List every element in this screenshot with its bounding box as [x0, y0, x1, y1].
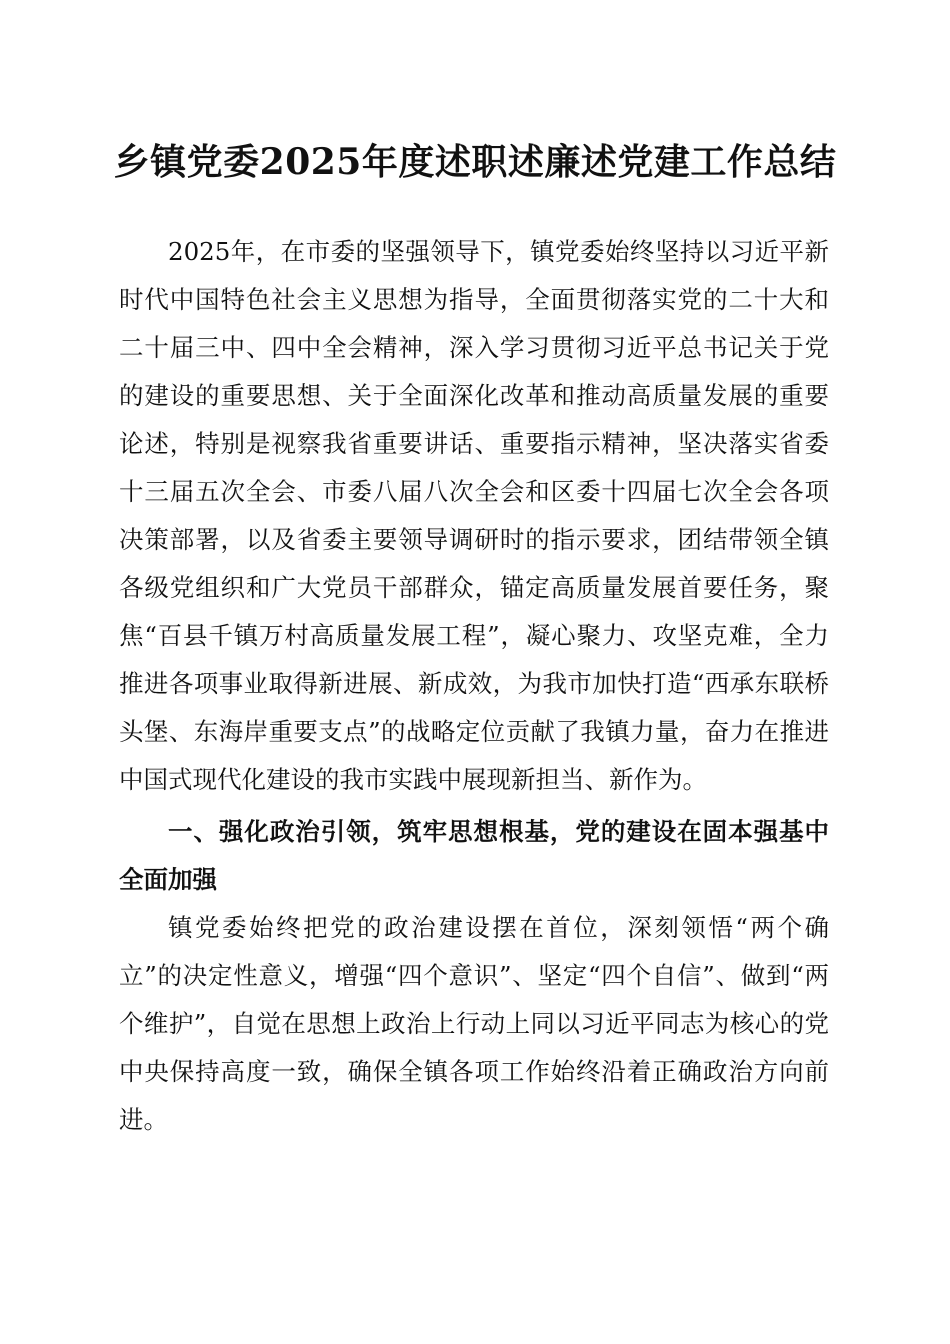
section-heading: 一、强化政治引领，筑牢思想根基，党的建设在固本强基中全面加强 [119, 817, 829, 894]
intro-paragraph: 2025年，在市委的坚强领导下，镇党委始终坚持以习近平新时代中国特色社会主义思想为指导，全面贯彻落实党的二十大和二十届三中、四中全会精神，深入学习贯彻习近平总书记关于党的建设的重要思想、关于全面深化改革和推动高质量发展的重要论述，特别是视察我省重要讲话、重要指示精神，坚决落实省委十三届五次全会、市委八届八次全会和区委十四届七次全会各项决策部署，以及省委主要领导调研时的指示要求，团结带领全镇各级党组织和广大党员干部群众，锚定高质量发展首要任务，聚焦“百县千镇万村高质量发展工程”，凝心聚力、攻坚克难，全力推进各项事业取得新进展、新成效，为我市加快打造“西承东联桥头堡、东海岸重要支点”的战略定位贡献了我镇力量，奋力在推进中国式现代化建设的我市实践中展现新担当、新作为。 [119, 237, 829, 794]
section-paragraph: 镇党委始终把党的政治建设摆在首位，深刻领悟“两个确立”的决定性意义，增强“四个意识”、坚定“四个自信”、做到“两个维护”，自觉在思想上政治上行动上同以习近平同志为核心的党中央保持高度一致，确保全镇各项工作始终沿着正确政治方向前进。 [119, 913, 829, 1134]
document-title: 乡镇党委2025年度述职述廉述党建工作总结 [113, 141, 837, 183]
